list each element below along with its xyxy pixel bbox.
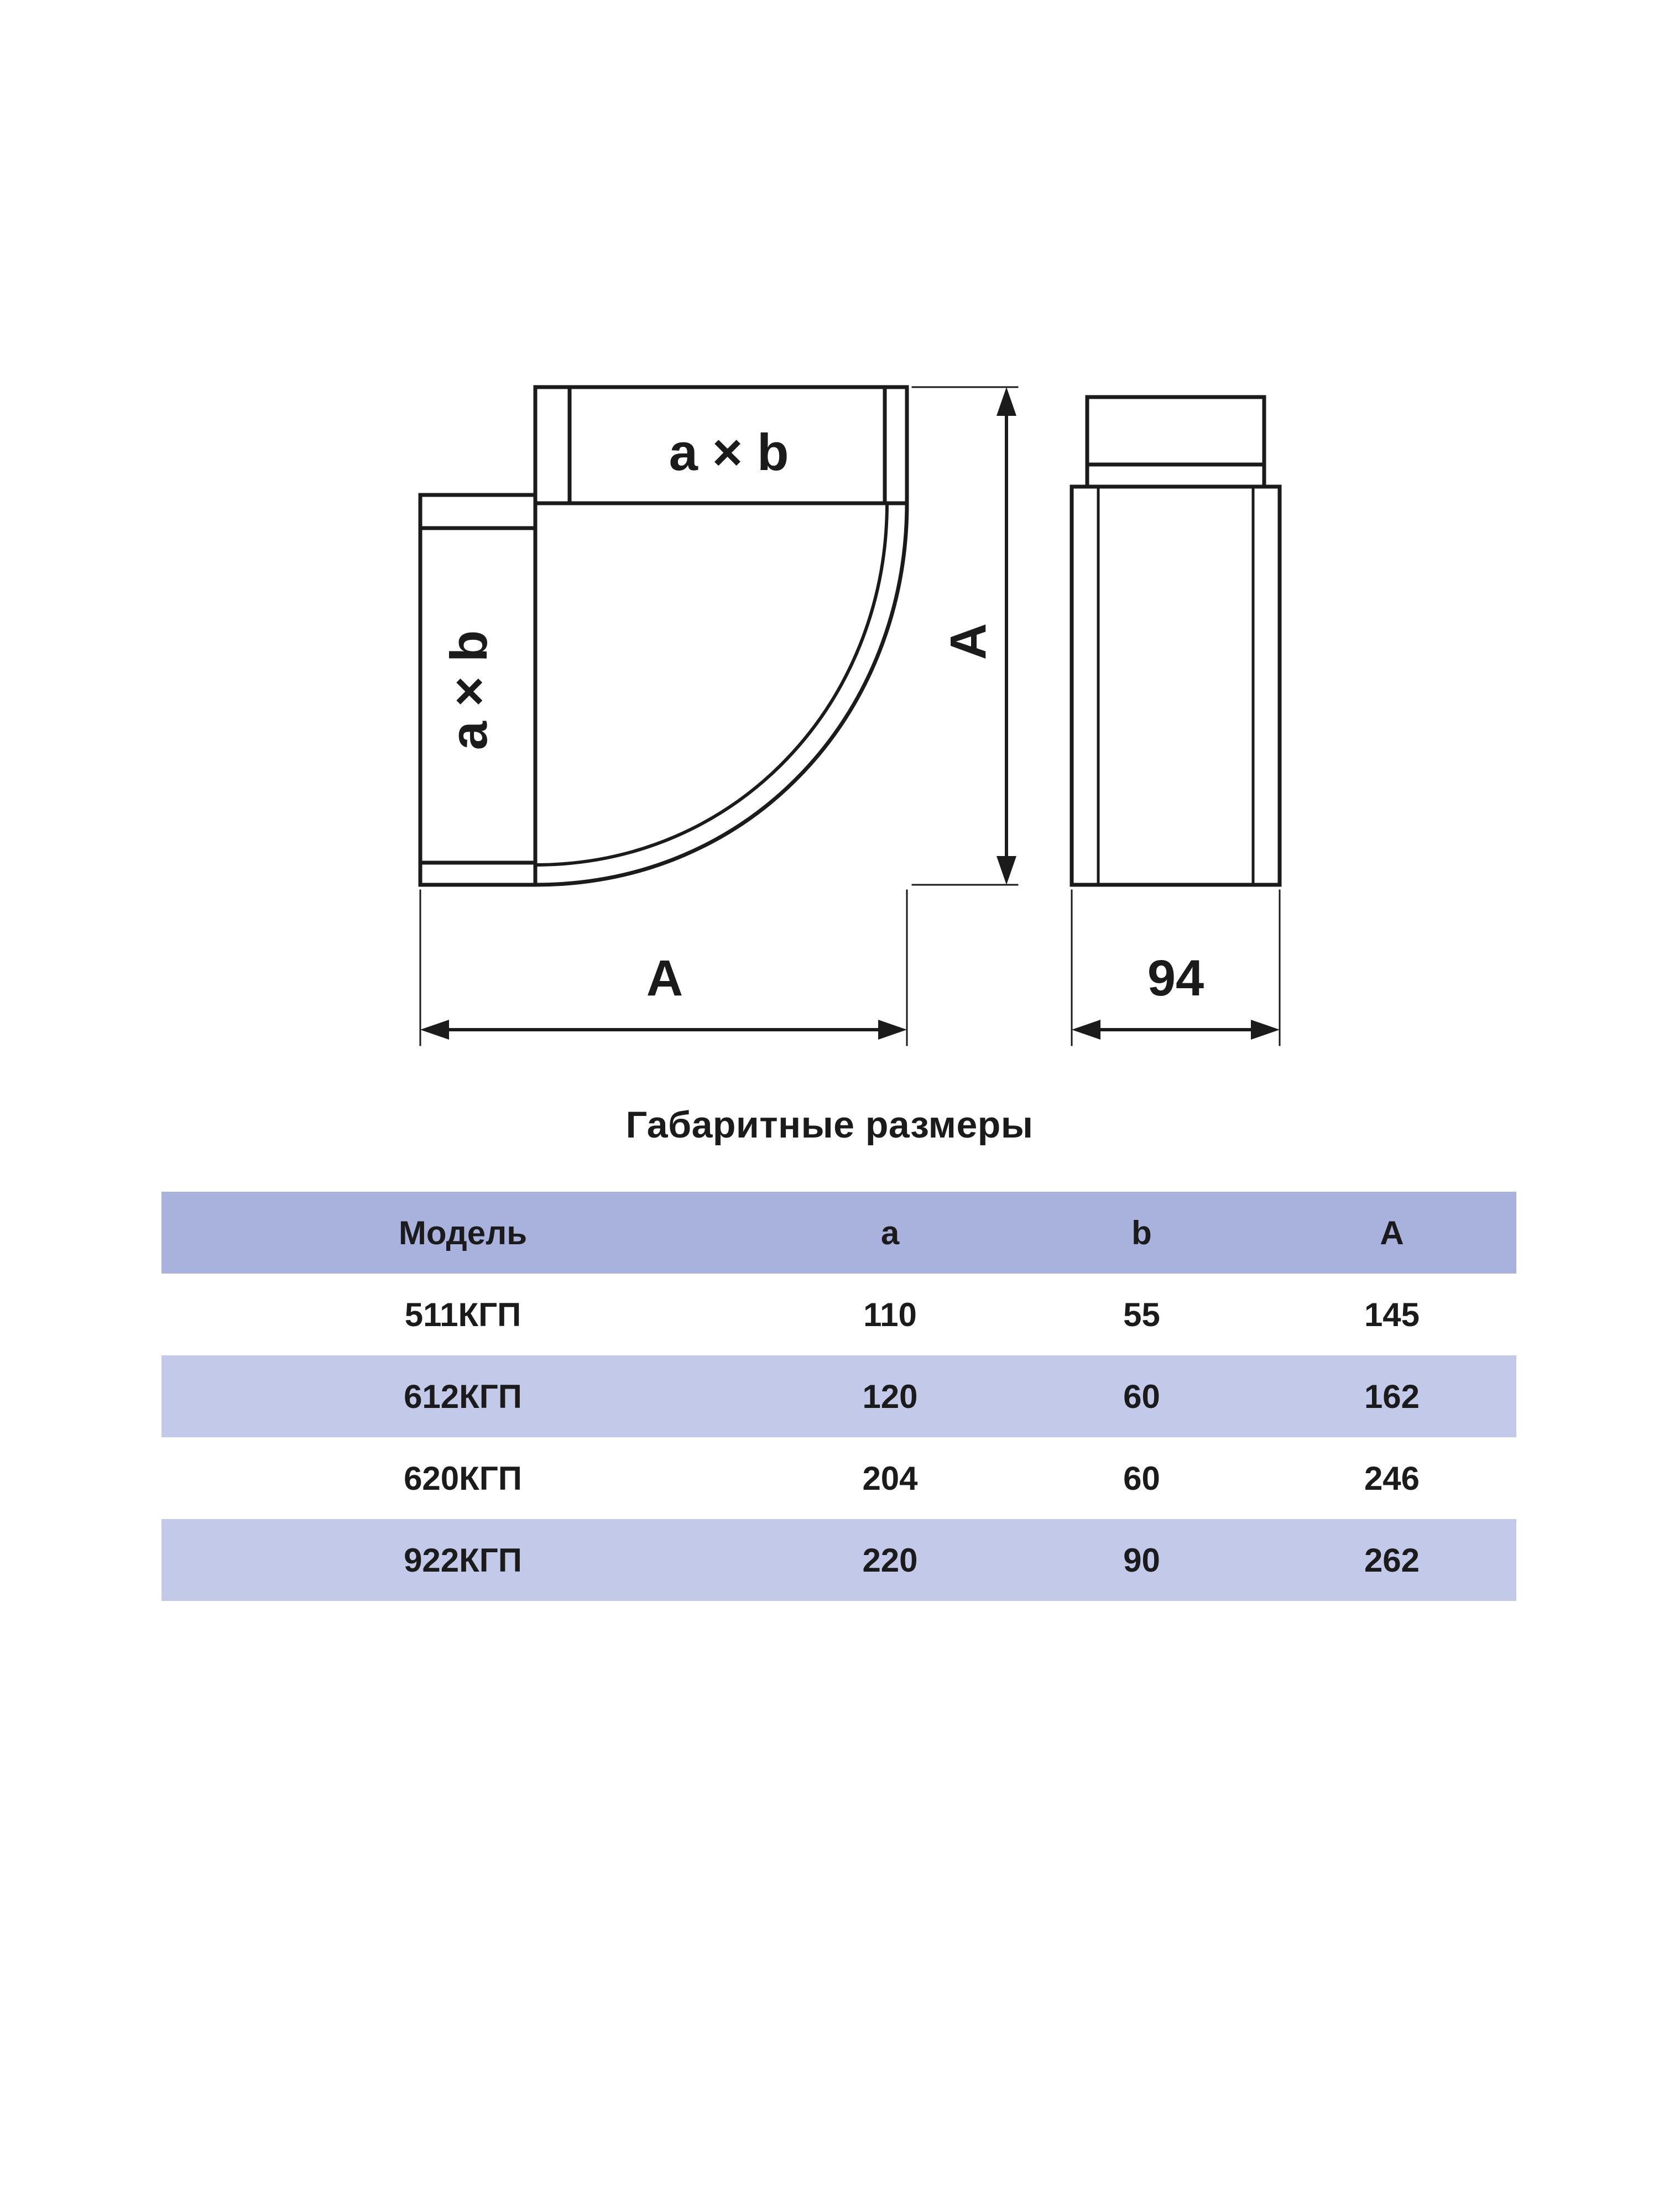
table-row	[161, 1274, 1516, 1355]
bend-outer-curve	[535, 503, 907, 885]
cell-model: 612КГП	[404, 1378, 522, 1415]
column-header-model: Модель	[398, 1214, 528, 1251]
table-title: Габаритные размеры	[625, 1104, 1034, 1146]
cell-A: 162	[1364, 1378, 1420, 1415]
column-header-A: A	[1380, 1214, 1404, 1251]
cell-b: 60	[1123, 1378, 1160, 1415]
cell-b: 55	[1123, 1296, 1160, 1333]
width-arrow-left	[420, 1020, 449, 1040]
height-arrow-bottom	[997, 856, 1016, 885]
cell-a: 204	[862, 1459, 918, 1497]
table-row	[161, 1519, 1516, 1601]
technical-drawing	[0, 0, 1659, 1084]
width-dim-label: A	[646, 950, 684, 1006]
table-row	[161, 1437, 1516, 1519]
height-dim-label: A	[940, 623, 997, 660]
depth-arrow-right	[1251, 1020, 1280, 1040]
cell-a: 110	[863, 1296, 917, 1333]
table-header-row	[161, 1192, 1516, 1274]
cell-b: 90	[1123, 1541, 1160, 1579]
table-row	[161, 1355, 1516, 1437]
depth-arrow-left	[1072, 1020, 1100, 1040]
side-view-body	[1072, 487, 1280, 885]
bend-inner-curve	[535, 503, 887, 865]
column-header-b: b	[1131, 1214, 1152, 1251]
depth-dim-label: 94	[1147, 950, 1204, 1006]
cell-A: 145	[1364, 1296, 1420, 1333]
cell-model: 620КГП	[404, 1459, 522, 1497]
cell-A: 246	[1364, 1459, 1420, 1497]
width-arrow-right	[878, 1020, 907, 1040]
cell-A: 262	[1364, 1541, 1420, 1579]
cell-b: 60	[1123, 1459, 1160, 1497]
dimensions-table	[161, 1192, 1516, 1601]
height-arrow-top	[997, 387, 1016, 416]
cell-model: 922КГП	[404, 1541, 522, 1579]
side-view-spigot	[1087, 397, 1264, 487]
cell-a: 220	[862, 1541, 918, 1579]
duct-side-label: a × b	[440, 630, 498, 750]
cell-model: 511КГП	[404, 1296, 521, 1333]
cell-a: 120	[862, 1378, 918, 1415]
duct-top-label: a × b	[669, 423, 789, 481]
column-header-a: a	[880, 1214, 900, 1251]
